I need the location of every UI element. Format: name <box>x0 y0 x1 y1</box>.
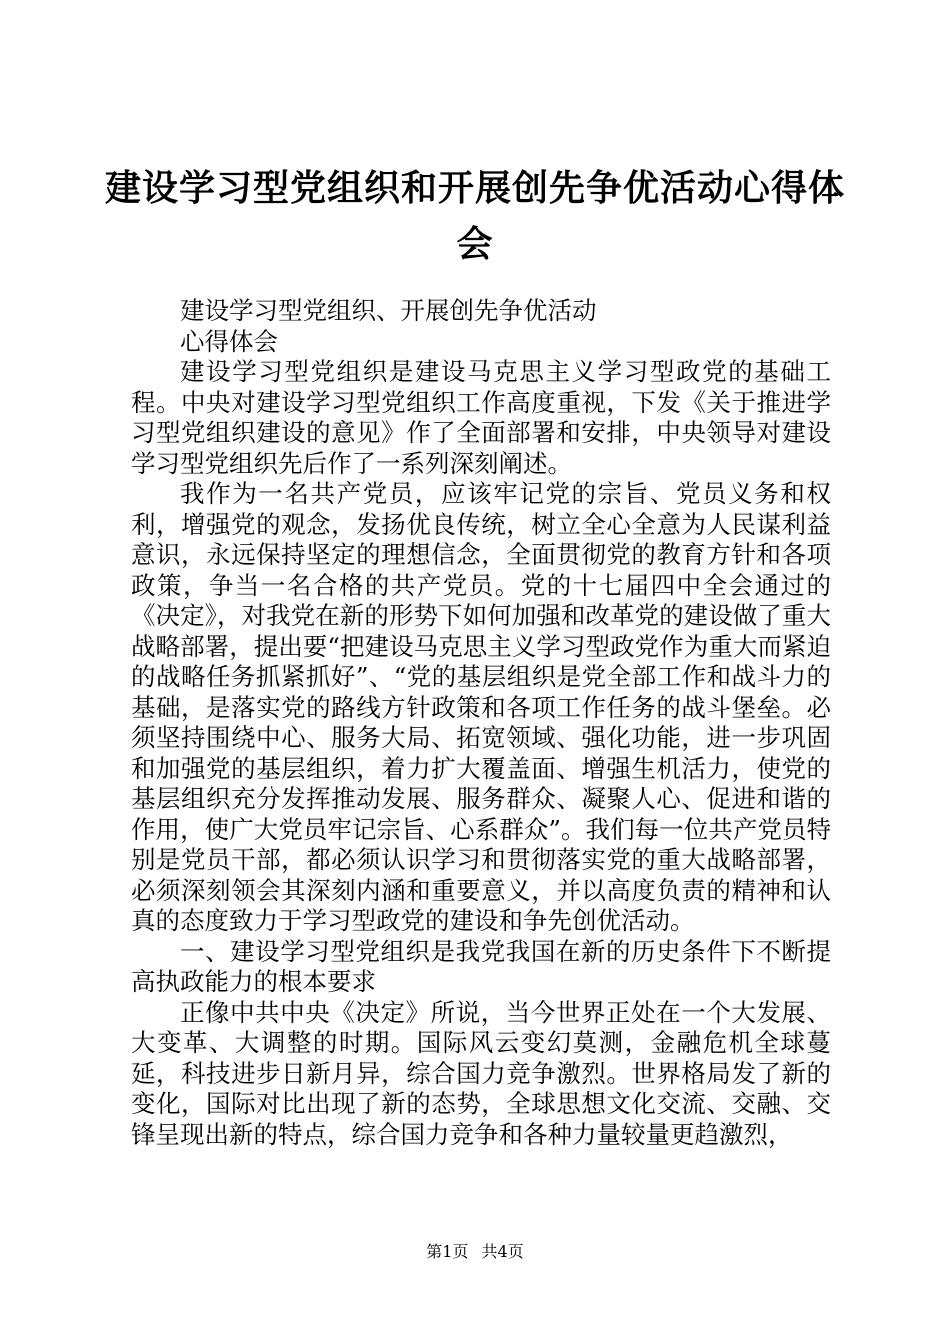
page-number-total: 共4页 <box>481 1242 524 1261</box>
page-footer <box>0 1242 950 1262</box>
document-title: 建设学习型党组织和开展创先争优活动心得体会 <box>104 167 845 265</box>
page-number-current: 第1页 <box>426 1242 469 1261</box>
subtitle-line-1: 建设学习型党组织、开展创先争优活动 <box>180 296 597 325</box>
section-heading: 一、建设学习型党组织是我党我国在新的历史条件下不断提高执政能力的根本要求 <box>131 936 831 996</box>
document-body <box>131 296 831 1150</box>
body-paragraph: 建设学习型党组织是建设马克思主义学习型政党的基础工程。中央对建设学习型党组织工作高度重视，下发《关于推进学习型党组织建设的意见》作了全面部署和安排，中央领导对建设学习型党组织先后作了一系列深刻阐述。 <box>131 357 831 478</box>
subtitle-line-2: 心得体会 <box>180 326 278 356</box>
body-paragraph: 我作为一名共产党员，应该牢记党的宗旨、党员义务和权利，增强党的观念，发扬优良传统，树立全心全意为人民谋利益意识，永远保持坚定的理想信念，全面贯彻党的教育方针和各项政策，争当一名合格的共产党员。党的十七届四中全会通过的《决定》，对我党在新的形势下如何加强和改革党的建设做了重大战略部署，提出要“把建设马克思主义学习型政党作为重大而紧迫的战略任务抓紧抓好”、“党的基层组织是党全部工作和战斗力的基础，是落实党的路线方针政策和各项工作任务的战斗堡垒。必须坚持围绕中心、服务大局、拓宽领域、强化功能，进一步巩固和加强党的基层组织，着力扩大覆盖面、增强生机活力，使党的基层组织充分发挥推动发展、服务群众、凝聚人心、促进和谐的作用，使广大党员牢记宗旨、心系群众”。我们每一位共产党员特别是党员干部，都必须认识学习和贯彻落实党的重大战略部署，必须深刻领会其深刻内涵和重要意义，并以高度负责的精神和认真的态度致力于学习型政党的建设和争先创优活动。 <box>131 479 831 935</box>
body-paragraph: 正像中共中央《决定》所说，当今世界正处在一个大发展、大变革、大调整的时期。国际风云变幻莫测，金融危机全球蔓延，科技进步日新月异，综合国力竞争激烈。世界格局发了新的变化，国际对比出现了新的态势，全球思想文化交流、交融、交锋呈现出新的特点，综合国力竞争和各种力量较量更趋激烈， <box>131 997 831 1149</box>
